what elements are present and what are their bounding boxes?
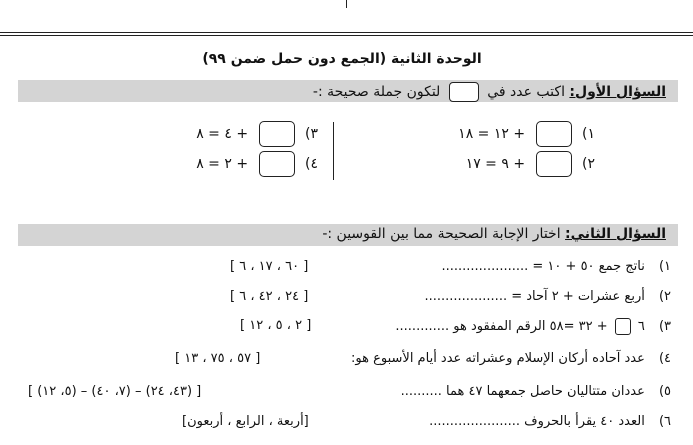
question-2-instruction: اختار الإجابة الصحيحة مما بين القوسين :-: [322, 226, 561, 242]
unit-title: الوحدة الثانية (الجمع دون حمل ضمن ٩٩): [202, 51, 482, 67]
q2-item-2-text: أربع عشرات + ٢ آحاد = ....................: [424, 289, 645, 304]
q2-item-6: [429, 414, 671, 429]
q2-item-2: [424, 289, 671, 304]
q2-item-3-text: + ٣٢ =٥٨ الرقم المفقود هو .............: [395, 319, 608, 334]
q2-item-3: [395, 318, 671, 335]
q2-item-3-digit: ٦: [637, 319, 645, 334]
q2-item-1-text: ناتج جمع ٥٠ + ١٠ = .....................: [441, 259, 645, 274]
q1-item-3-text: + ٤ = ٨: [196, 126, 249, 142]
q2-item-1-options[interactable]: [ ٦٠ ، ١٧ ، ٦ ]: [230, 259, 309, 274]
question-1-label: السؤال الأول:: [569, 84, 666, 100]
q1-item-3-answer-box[interactable]: [259, 121, 295, 147]
q2-item-6-text: العدد ٤٠ يقرأ بالحروف ......................: [429, 414, 645, 429]
q1-item-4-answer-box[interactable]: [259, 151, 295, 177]
q1-item-1-number: ١): [582, 126, 595, 142]
q1-item-4-number: ٤): [305, 156, 318, 172]
q2-item-4-options[interactable]: [ ٥٧ ، ٧٥ ، ١٣ ]: [175, 351, 261, 366]
q1-item-3-number: ٣): [305, 126, 318, 142]
q1-item-2: [466, 151, 595, 177]
header-rule-top: [0, 32, 693, 33]
q2-item-3-options[interactable]: [ ٢ ، ٥ ، ١٢ ]: [240, 318, 312, 333]
q2-item-4-text: عدد آحاده أركان الإسلام وعشراته عدد أيام الأسبوع هو:: [351, 351, 645, 366]
q2-item-5-text: عددان متتاليان حاصل جمعهما ٤٧ هما ..........: [400, 384, 645, 399]
header-rule-bottom: [0, 35, 693, 36]
q1-item-4-text: + ٢ = ٨: [196, 156, 249, 172]
q1-item-4: [196, 151, 318, 177]
q1-item-2-text: + ٩ = ١٧: [465, 156, 526, 172]
q1-item-1-text: + ١٢ = ١٨: [458, 126, 526, 142]
q2-item-1-number: ١): [658, 259, 671, 274]
q1-item-3: [196, 121, 318, 147]
q2-item-3-number: ٣): [658, 319, 671, 334]
question-1-header: [18, 80, 678, 102]
q1-item-2-answer-box[interactable]: [536, 151, 572, 177]
q2-item-5-number: ٥): [658, 384, 671, 399]
q1-item-1: [458, 121, 595, 147]
question-2-header: [18, 224, 678, 246]
q2-item-5: [401, 384, 671, 399]
q2-item-5-options[interactable]: [ (٤٣، ٢٤) – (٧، ٤٠) – (٥، ١٢) ]: [28, 384, 202, 399]
q1-item-1-answer-box[interactable]: [536, 121, 572, 147]
q1-column-divider: [333, 122, 334, 180]
q2-item-2-number: ٢): [658, 289, 671, 304]
q2-item-6-number: ٦): [658, 414, 671, 429]
answer-box-icon: [449, 82, 479, 102]
q2-item-3-missing-box[interactable]: [615, 318, 631, 335]
q1-item-2-number: ٢): [582, 156, 595, 172]
q2-item-4: [351, 351, 671, 366]
q2-item-2-options[interactable]: [ ٢٤ ، ٤٢ ، ٦ ]: [230, 289, 309, 304]
question-1-instruction-after: لتكون جملة صحيحة :-: [312, 84, 441, 100]
page-top-tick: [346, 0, 347, 8]
q2-item-4-number: ٤): [658, 351, 671, 366]
q2-item-1: [441, 259, 671, 274]
question-2-label: السؤال الثاني:: [565, 226, 666, 242]
question-1-instruction-before: اكتب عدد في: [487, 84, 565, 100]
q2-item-6-options[interactable]: [أربعة ، الرابع ، أربعون]: [182, 414, 309, 429]
